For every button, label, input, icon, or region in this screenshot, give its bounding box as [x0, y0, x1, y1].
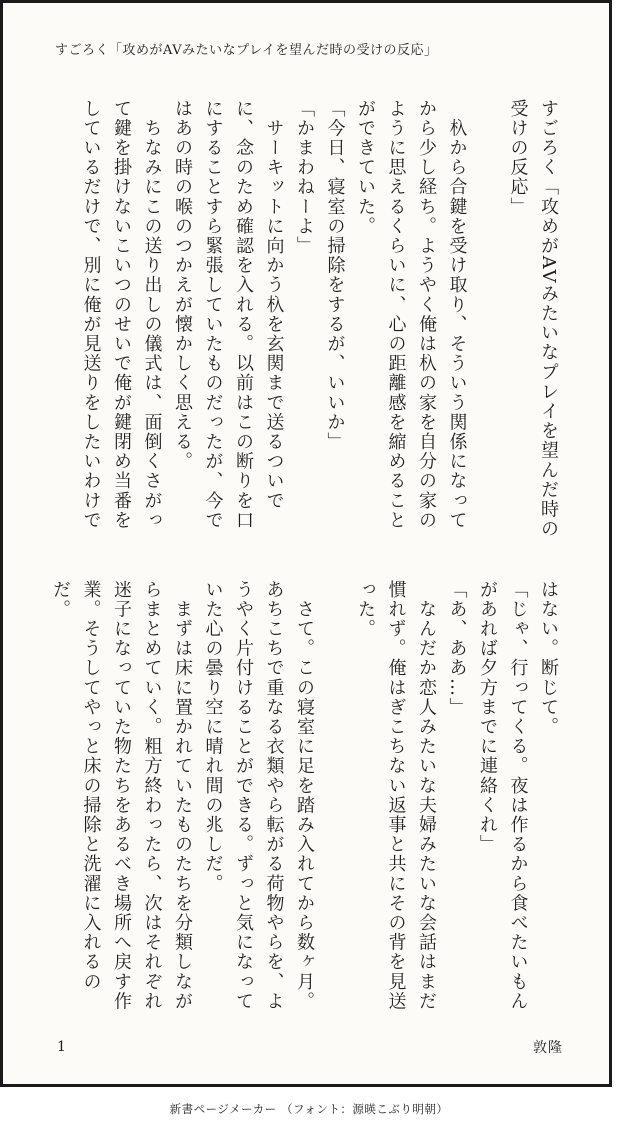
running-header: すごろく「攻めがAVみたいなプレイを望んだ時の受けの反応」	[55, 43, 438, 58]
text-column-bottom: はない。断じて。 「じゃ、行ってくる。夜は作るから食べたいもんがあれば夕方までに連絡くれ」 「あ、ああ…」 なんだか恋人みたいな夫婦みたいな会話はまだ慣れず。俺はぎこちない返事と共にその背を見送った。 さて。この寝室に足を踏み入れてから数ヶ月。あちこちで重なる衣類やら転がる荷物やらを、ようやく片付けることができる。ずっと気になっていた心の曇り空に晴れ間の兆しだ。 まずは床に置かれていたものたちを分類しながらまとめていく。粗方終わったら、次はそれぞれ迷子になっていた物たちをあるべき場所へ戻す作業。そうしてやっと床の掃除と洗濯に入れるのだ。	[50, 580, 559, 1012]
text-columns	[3, 3, 609, 1084]
page-number: 1	[57, 1039, 66, 1055]
text-column-top: すごろく「攻めがAVみたいなプレイを望んだ時の受けの反応」 杁から合鍵を受け取り、そういう関係になってから少し経ち。ようやく俺は杁の家を自分の家のように思えるくらいに、心の距離感を縮めることができていた。 「今日、寝室の掃除をするが、いいか」 「かまわねーよ」 サーキットに向かう杁を玄関まで送るついでに、念のため確認を入れる。以前はこの断りを口にすることすら緊張していたものだったが、今ではあの時の喉のつかえが懐かしく思える。 ちなみにこの送り出しの儀式は、面倒くさがって鍵を掛けないこいつのせいで俺が鍵閉め当番をしているだけで、別に俺が見送りをしたいわけで	[80, 99, 559, 539]
author-name: 敦隆	[533, 1040, 563, 1056]
generator-credit: 新書ページメーカー （フォント：源暎こぶり明朝）	[169, 1102, 449, 1116]
